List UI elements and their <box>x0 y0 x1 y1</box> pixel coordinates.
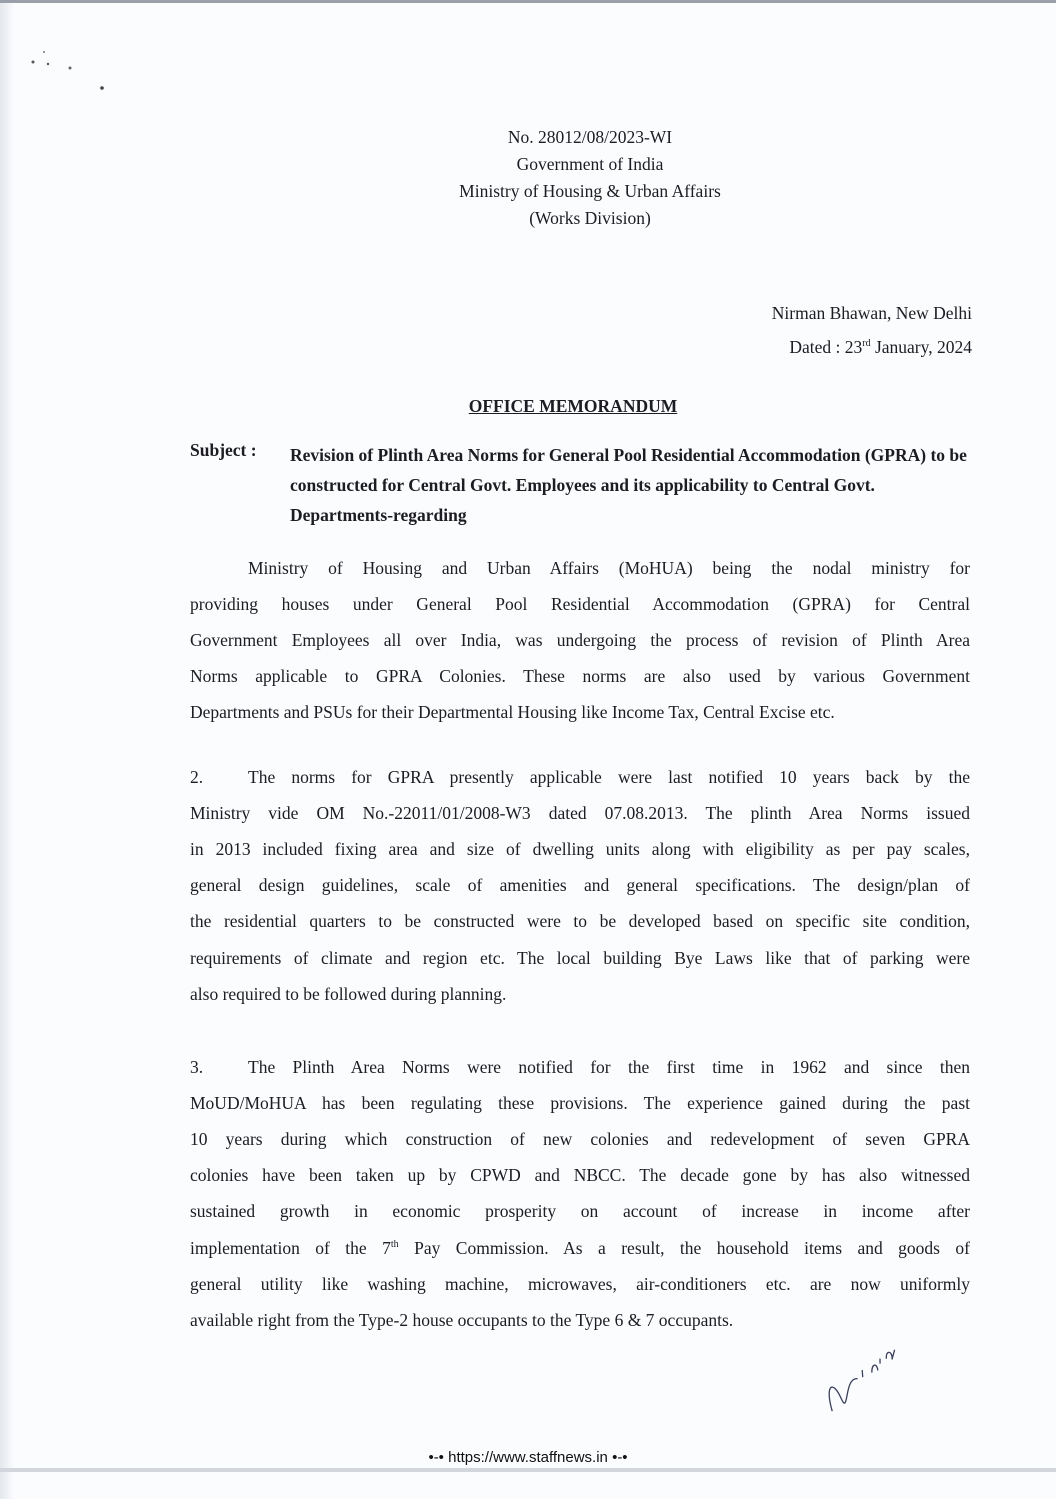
line-text: Ministry of Housing and Urban Affairs (MoHUA) being the nodal ministry for <box>248 558 970 578</box>
place: Nirman Bhawan, New Delhi <box>771 303 972 323</box>
government-name: Government of India <box>516 154 664 174</box>
paragraph-line <box>190 666 970 687</box>
paragraph-line <box>190 1310 970 1331</box>
paragraph-number: 2. <box>190 767 204 787</box>
division-name: (Works Division) <box>529 208 651 228</box>
paragraph-line <box>190 911 970 932</box>
line-text: available right from the Type-2 house occupants to the Type 6 & 7 occupants. <box>190 1309 734 1330</box>
line-text: Ministry vide OM No.-22011/01/2008-W3 dated 07.08.2013. The plinth Area Norms issued <box>190 803 970 824</box>
paragraph-line <box>190 875 970 896</box>
document-header <box>380 124 800 232</box>
line-text: general utility like washing machine, microwaves, air-conditioners etc. are now uniformly <box>190 1273 970 1294</box>
line-text: also required to be followed during planning. <box>190 983 507 1004</box>
line-text: Government Employees all over India, was undergoing the process of revision of Plinth Area <box>190 630 970 651</box>
paragraph-line <box>190 1238 970 1259</box>
paragraph-line <box>190 984 970 1005</box>
subject-label: Subject : <box>190 440 257 460</box>
paragraph-line <box>190 1201 970 1222</box>
line-text: providing houses under General Pool Residential Accommodation (GPRA) for Central <box>190 594 970 615</box>
paragraph-line <box>248 558 970 579</box>
scan-top-border <box>0 0 1056 3</box>
line-text: implementation of the 7 <box>190 1237 391 1258</box>
line-text: Departments and PSUs for their Departmental Housing like Income Tax, Central Excise etc. <box>190 702 835 723</box>
line-text: sustained growth in economic prosperity on account of increase in income after <box>190 1201 970 1222</box>
paragraph-number: 3. <box>190 1057 204 1077</box>
line-text: The norms for GPRA presently applicable were last notified 10 years back by the <box>248 767 970 787</box>
signature-scribble <box>810 1323 921 1422</box>
paragraph-line <box>190 803 970 824</box>
footer-watermark-url: •-• https://www.staffnews.in •-• <box>428 1449 628 1466</box>
line-text: in 2013 included fixing area and size of dwelling units along with eligibility as per pay scales, <box>190 839 970 860</box>
line-text: general design guidelines, scale of amenities and general specifications. The design/plan of <box>190 875 970 896</box>
ministry-name: Ministry of Housing & Urban Affairs <box>459 181 721 201</box>
place-and-date <box>772 296 972 364</box>
paragraph-line <box>190 1129 970 1150</box>
memorandum-title: OFFICE MEMORANDUM <box>468 396 678 416</box>
line-text: the residential quarters to be constructed were to be developed based on specific site condition, <box>190 911 970 932</box>
paragraph-line <box>190 594 970 615</box>
date <box>772 330 972 364</box>
paragraph-line <box>190 1165 970 1186</box>
paragraph-line <box>248 1057 970 1078</box>
paragraph-line <box>190 948 970 969</box>
file-number: No. 28012/08/2023-WI <box>507 127 673 147</box>
paragraph-line <box>190 1274 970 1295</box>
line-text: requirements of climate and region etc. The local building Bye Laws like that of parking were <box>190 947 970 968</box>
scan-bottom-border <box>0 1468 1056 1472</box>
line-text: Norms applicable to GPRA Colonies. These norms are also used by various Government <box>190 666 970 687</box>
paragraph-line <box>190 839 970 860</box>
handwritten-signature <box>810 1323 924 1426</box>
date-suffix-sup: rd <box>862 338 871 349</box>
date-rest: January, 2024 <box>870 337 972 357</box>
scan-specks <box>30 50 110 95</box>
paragraph-line <box>248 767 970 788</box>
line-text: MoUD/MoHUA has been regulating these provisions. The experience gained during the past <box>190 1093 970 1114</box>
scan-edge-shadow <box>0 0 14 1499</box>
paragraph-line <box>190 702 970 723</box>
line-superscript: th <box>390 1238 399 1250</box>
date-prefix: Dated : 23 <box>789 337 863 357</box>
line-text: 10 years during which construction of new colonies and redevelopment of seven GPRA <box>190 1129 970 1150</box>
line-text-continued: Pay Commission. As a result, the household items and goods of <box>398 1237 971 1258</box>
line-text: The Plinth Area Norms were notified for the first time in 1962 and since then <box>248 1057 970 1077</box>
line-text: colonies have been taken up by CPWD and NBCC. The decade gone by has also witnessed <box>190 1165 970 1186</box>
subject-text: Revision of Plinth Area Norms for General Pool Residential Accommodation (GPRA) to be constructed for Central Govt. Employees and its applicability to Central Govt. Departments-regarding <box>290 445 967 525</box>
paragraph-line <box>190 630 970 651</box>
paragraph-line <box>190 1093 970 1114</box>
